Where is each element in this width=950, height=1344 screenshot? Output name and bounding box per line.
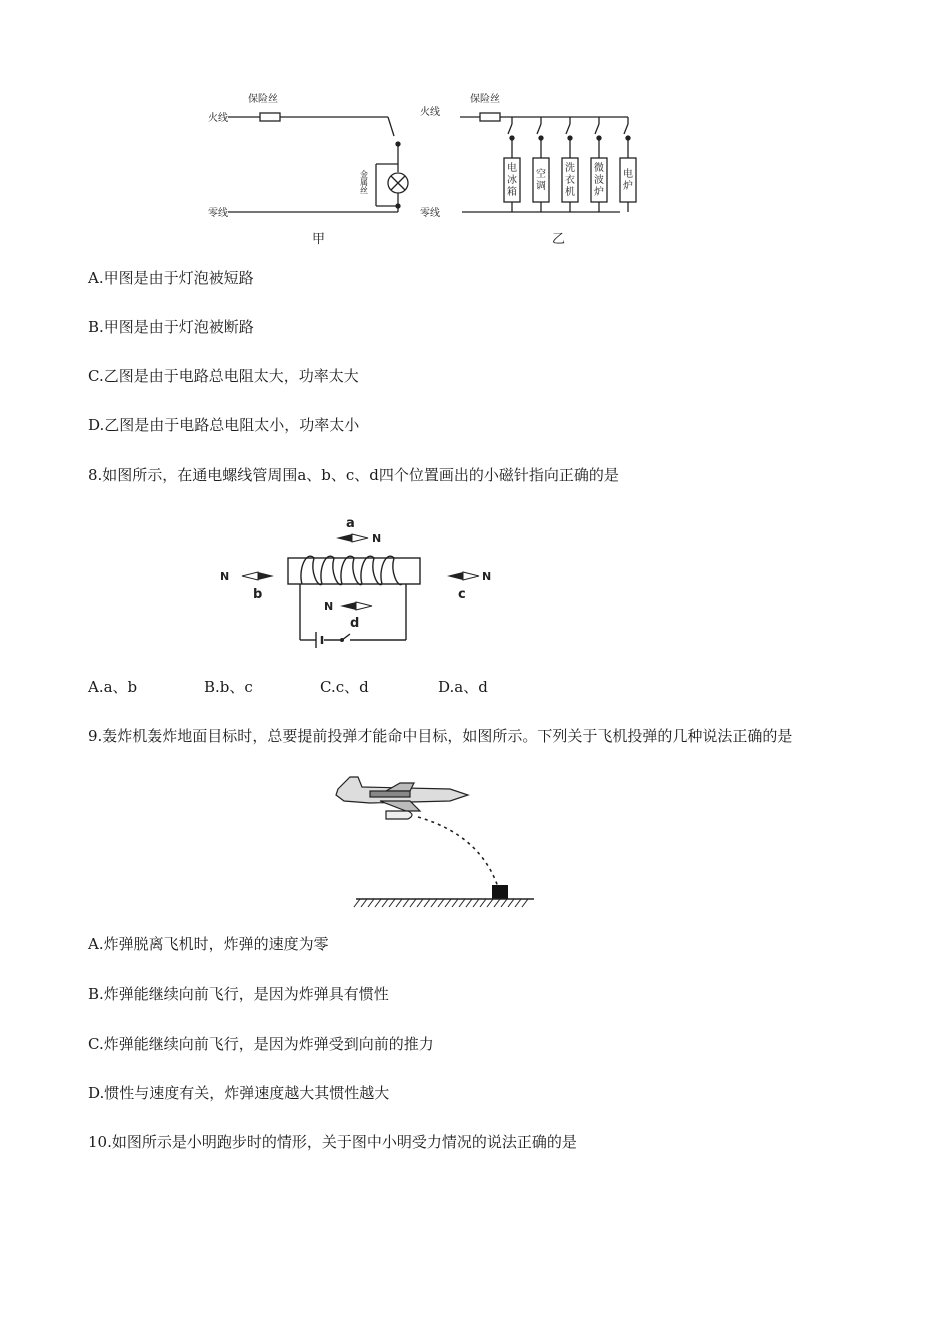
needle-a	[336, 534, 368, 542]
q7-option-a: A.甲图是由于灯泡被短路	[88, 269, 254, 287]
ground-hatch-mark	[382, 899, 388, 907]
ground-hatch-mark	[515, 899, 521, 907]
yi-neutral-label: 零线	[420, 208, 440, 219]
solenoid-core	[288, 558, 420, 584]
fuse-jia	[260, 113, 280, 121]
branch-switch	[537, 124, 541, 134]
q7-option-d: D.乙图是由于电路总电阻太小，功率太小	[88, 416, 360, 434]
appliance-label-3: 微波炉	[594, 163, 604, 198]
q9-stem: 9.轰炸机轰炸地面目标时，总要提前投弹才能命中目标，如图所示。下列关于飞机投弹的几种说法正确的是	[88, 727, 793, 745]
ground-hatch-mark	[508, 899, 514, 907]
filament-label: 金属丝	[359, 170, 369, 194]
needle-d	[340, 602, 372, 610]
target-icon	[492, 885, 508, 899]
solenoid-diagram	[210, 510, 510, 650]
q9-option-d: D.惯性与速度有关，炸弹速度越大其惯性越大	[88, 1084, 390, 1102]
ground-hatch-mark	[459, 899, 465, 907]
q9-option-a: A.炸弹脱离飞机时，炸弹的速度为零	[88, 935, 329, 953]
fuse-yi	[480, 113, 500, 121]
switch-contact	[626, 136, 630, 140]
branch-switch	[508, 124, 512, 134]
bomber-diagram	[330, 765, 540, 915]
switch-contact	[568, 136, 572, 140]
switch-contact	[597, 136, 601, 140]
label-n-b: N	[220, 570, 230, 583]
appliance-label-0: 电冰箱	[507, 163, 517, 198]
ground-hatch-mark	[494, 899, 500, 907]
airplane-icon	[336, 777, 468, 811]
q7-option-c: C.乙图是由于电路总电阻太大，功率太大	[88, 367, 359, 385]
label-d: d	[350, 616, 360, 631]
ground-hatch-mark	[389, 899, 395, 907]
branch-switch	[624, 124, 628, 134]
ground-hatch-mark	[375, 899, 381, 907]
yi-fuse-label: 保险丝	[470, 94, 500, 105]
label-n-c: N	[482, 570, 492, 583]
ground-hatch-mark	[396, 899, 402, 907]
switch-contact	[539, 136, 543, 140]
appliance-label-1: 空调	[536, 169, 546, 192]
q10-stem: 10.如图所示是小明跑步时的情形，关于图中小明受力情况的说法正确的是	[88, 1133, 577, 1151]
caption-jia: 甲	[312, 232, 326, 247]
label-c: c	[458, 587, 466, 602]
trajectory	[418, 817, 498, 887]
q8-stem: 8.如图所示，在通电螺线管周围a、b、c、d四个位置画出的小磁针指向正确的是	[88, 466, 619, 484]
q8-option-c: C.c、d	[320, 678, 369, 696]
jia-fuse-label: 保险丝	[248, 94, 278, 105]
needle-b	[242, 572, 274, 580]
needle-c	[447, 572, 479, 580]
branch-switch	[595, 124, 599, 134]
ground-hatch-mark	[480, 899, 486, 907]
ground-hatch-mark	[438, 899, 444, 907]
label-b: b	[253, 587, 263, 602]
q8-option-d: D.a、d	[438, 678, 488, 696]
ground-hatch-mark	[403, 899, 409, 907]
circuit-diagram	[200, 82, 650, 252]
ground-hatch-mark	[361, 899, 367, 907]
ground-hatch-mark	[354, 899, 360, 907]
bomb-icon	[386, 811, 412, 819]
appliance-box-1	[533, 158, 549, 202]
circuit-figure	[200, 82, 650, 252]
q9-option-b: B.炸弹能继续向前飞行，是因为炸弹具有惯性	[88, 985, 389, 1003]
ground-hatch-mark	[487, 899, 493, 907]
q8-option-b: B.b、c	[204, 678, 253, 696]
caption-yi: 乙	[552, 232, 566, 247]
ground-hatch-mark	[473, 899, 479, 907]
switch-contact	[510, 136, 514, 140]
ground-hatch-mark	[501, 899, 507, 907]
ground-hatch-mark	[522, 899, 528, 907]
branch-switch	[566, 124, 570, 134]
label-n-d: N	[324, 600, 334, 613]
solenoid-figure	[210, 510, 510, 650]
bomber-figure	[330, 765, 540, 915]
ground-hatch-mark	[424, 899, 430, 907]
ground-hatch-mark	[431, 899, 437, 907]
ground-hatch-mark	[445, 899, 451, 907]
label-a: a	[346, 516, 355, 531]
jia-live-label: 火线	[208, 113, 228, 124]
ground-hatch-mark	[417, 899, 423, 907]
yi-live-label: 火线	[420, 107, 440, 118]
appliance-label-4: 电炉	[623, 169, 633, 192]
switch-pivot	[340, 638, 344, 642]
ground-hatch-mark	[368, 899, 374, 907]
q7-option-b: B.甲图是由于灯泡被断路	[88, 318, 254, 336]
ground-hatch-mark	[410, 899, 416, 907]
appliance-label-2: 洗衣机	[565, 163, 575, 198]
ground-hatch-mark	[466, 899, 472, 907]
q8-option-a: A.a、b	[88, 678, 138, 696]
appliance-box-4	[620, 158, 636, 202]
jia-neutral-label: 零线	[208, 208, 228, 219]
label-n-a: N	[372, 532, 382, 545]
ground-hatch-mark	[452, 899, 458, 907]
q9-option-c: C.炸弹能继续向前飞行，是因为炸弹受到向前的推力	[88, 1035, 434, 1053]
